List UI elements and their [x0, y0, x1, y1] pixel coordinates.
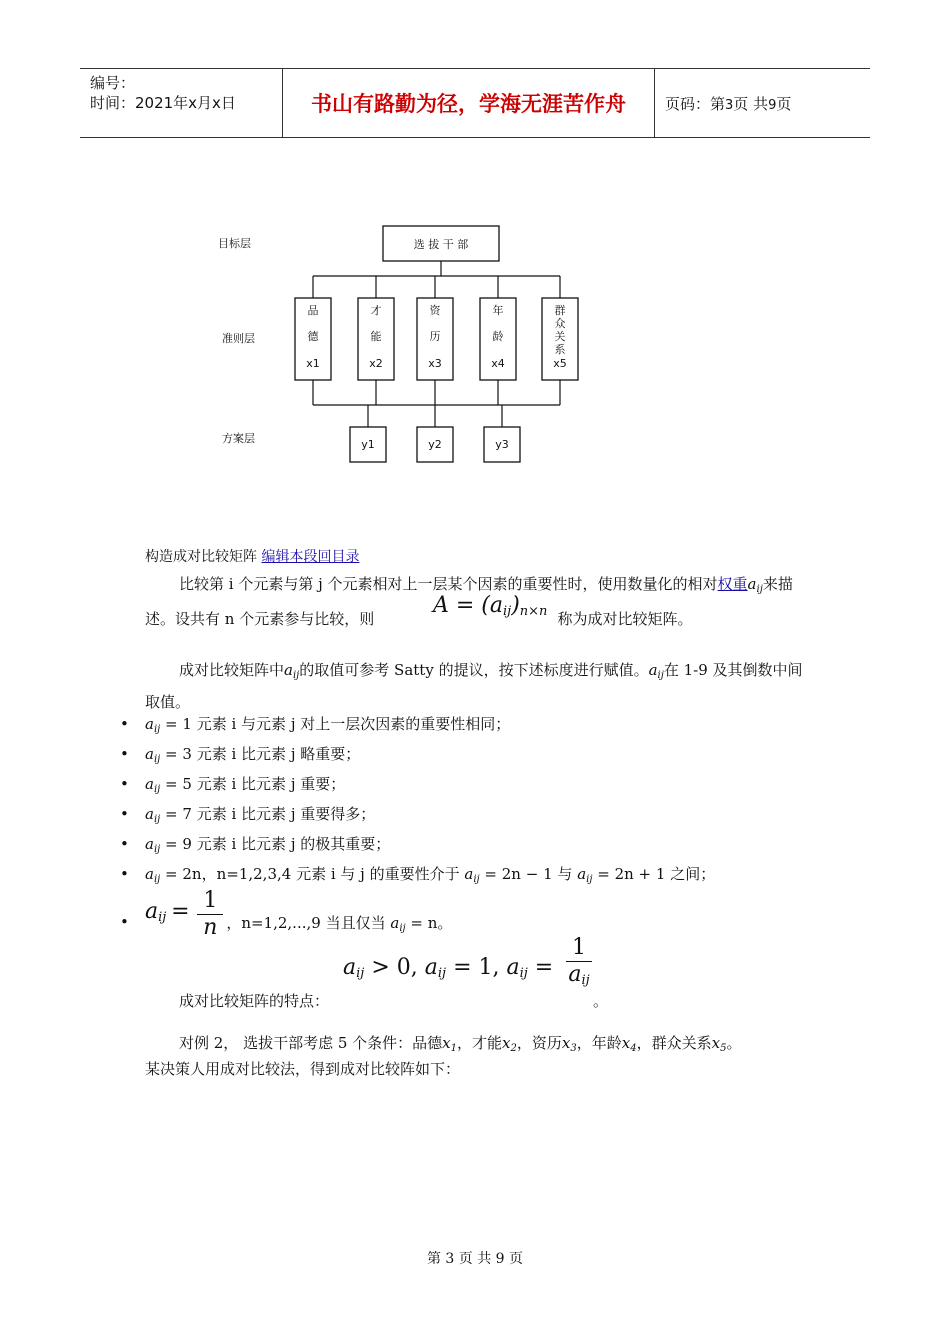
page-suffix: 页 [776, 95, 792, 113]
p1-text-d: 称为成对比较矩阵。 [557, 610, 693, 628]
criterion-label: 德 [307, 330, 319, 343]
paragraph-2: 成对比较矩阵中$a_{ij}$的取值可参考 Satty 的提议，按下述标度进行赋值。$a_{ij}$在 1-9 及其倒数中间取值。 [145, 661, 803, 711]
property-fraction: 1 $a_{ij}$ [566, 937, 592, 987]
property-line [145, 935, 810, 1015]
list-item: • $a_{ij} = 5$ 元素 i 比元素 j 重要； [120, 772, 810, 802]
alternative-boxes [350, 427, 520, 462]
page-prefix: 页码：第 [665, 95, 726, 113]
criterion-label: 能 [370, 330, 382, 343]
criterion-label: 群 [554, 304, 566, 317]
page-mid: 页 共 [733, 95, 769, 113]
alternative-label: y3 [495, 438, 509, 451]
criterion-label: 才 [370, 304, 382, 317]
header-number-label: 编号： [90, 74, 136, 92]
list-item: • $a_{ij} = 2n$，n=1,2,3,4 元素 i 与 j 的重要性介于 $a_{ij} = 2n - 1$ 与 $a_{ij} = 2n + 1$ 之间； [120, 862, 810, 892]
p2-text-a: 成对比较矩阵中 [179, 661, 285, 679]
header-meta [80, 69, 282, 137]
criteria-boxes [295, 298, 578, 380]
p2-aij: a [284, 661, 293, 679]
level-label-goal: 目标层 [218, 237, 251, 250]
example-paragraph: 对例 2， 选拔干部考虑 5 个条件：品德$x_1$，才能$x_2$，资历$x_3$，年龄$x_4$，群众关系$x_5$。 [179, 1034, 742, 1054]
page-current: 3 [725, 98, 734, 113]
criterion-label: 众 [554, 317, 566, 330]
p2-aij-2: a [648, 661, 658, 679]
page-footer: 第 3 页 共 9 页 [426, 1251, 524, 1267]
level-label-criteria: 准则层 [222, 332, 255, 345]
p1-text-a: 比较第 i 个元素与第 j 个元素相对上一层某个因素的重要性时，使用数量化的相对 [179, 575, 718, 593]
section-heading [145, 546, 810, 568]
hierarchy-diagram [200, 215, 600, 475]
criterion-label: 龄 [492, 330, 504, 343]
page-total: 9 [768, 98, 777, 113]
section-title: 构造成对比较矩阵 [145, 549, 257, 565]
header-motto: 书山有路勤为径，学海无涯苦作舟 [282, 69, 655, 137]
header-time-label: 时间：2021年x月x日 [90, 94, 236, 112]
edit-section-link[interactable]: 编辑本段回目录 [261, 549, 360, 565]
weight-link[interactable]: 权重 [717, 575, 748, 593]
property-end: 。 [593, 992, 609, 1010]
paragraph-1 [145, 570, 810, 638]
criterion-label: 系 [554, 343, 566, 356]
level-label-alternatives: 方案层 [222, 432, 255, 445]
criterion-var: x3 [428, 357, 442, 370]
property-formula: $a_{ij} > 0$, $a_{ij} = 1$, $a_{ij}$ = [343, 955, 554, 981]
list-item: • $a_{ij} = 7$ 元素 i 比元素 j 重要得多； [120, 802, 810, 832]
alternative-label: y2 [428, 438, 442, 451]
list-item: • $a_{ij}$ = $\frac{1}{n}$ ，n=1,2,...,9 当且仅当 $a_{ij} = n$。 [120, 892, 810, 959]
matrix-formula: $A = (a_{ij})_{n\times n}$ [432, 593, 548, 619]
list-item: • $a_{ij} = 1$ 元素 i 与元素 j 对上一层次因素的重要性相同； [120, 712, 810, 742]
p2-text-c: 在 1-9 及其倒数中间取值。 [145, 661, 803, 711]
page-header [80, 68, 870, 138]
criterion-label: 关 [554, 330, 566, 343]
example-line-2: 某决策人用成对比较法，得到成对比较阵如下： [145, 1060, 461, 1078]
scale-list [120, 712, 810, 959]
list-item: • $a_{ij} = 9$ 元素 i 比元素 j 的极其重要； [120, 832, 810, 862]
goal-label: 选 拔 干 部 [413, 238, 469, 251]
list-item: • $a_{ij} = 3$ 元素 i 比元素 j 略重要； [120, 742, 810, 772]
criterion-var: x1 [306, 357, 320, 370]
criterion-label: 历 [429, 330, 441, 343]
p2-text-b: 的取值可参考 Satty 的提议，按下述标度进行赋值。 [299, 661, 649, 679]
p1-text-c: 来描述。设共有 n 个元素参与比较，则 [145, 575, 793, 628]
property-label: 成对比较矩阵的特点： [179, 992, 330, 1010]
criterion-var: x4 [491, 357, 505, 370]
p1-aij: a [747, 575, 757, 593]
criterion-var: x2 [369, 357, 383, 370]
p1-aij-sub: ij [756, 584, 763, 595]
criterion-label: 资 [429, 304, 441, 317]
criterion-label: 年 [492, 304, 504, 317]
criterion-var: x5 [553, 357, 567, 370]
criterion-label: 品 [307, 304, 319, 317]
header-page-info [655, 69, 870, 137]
alternative-label: y1 [361, 438, 375, 451]
